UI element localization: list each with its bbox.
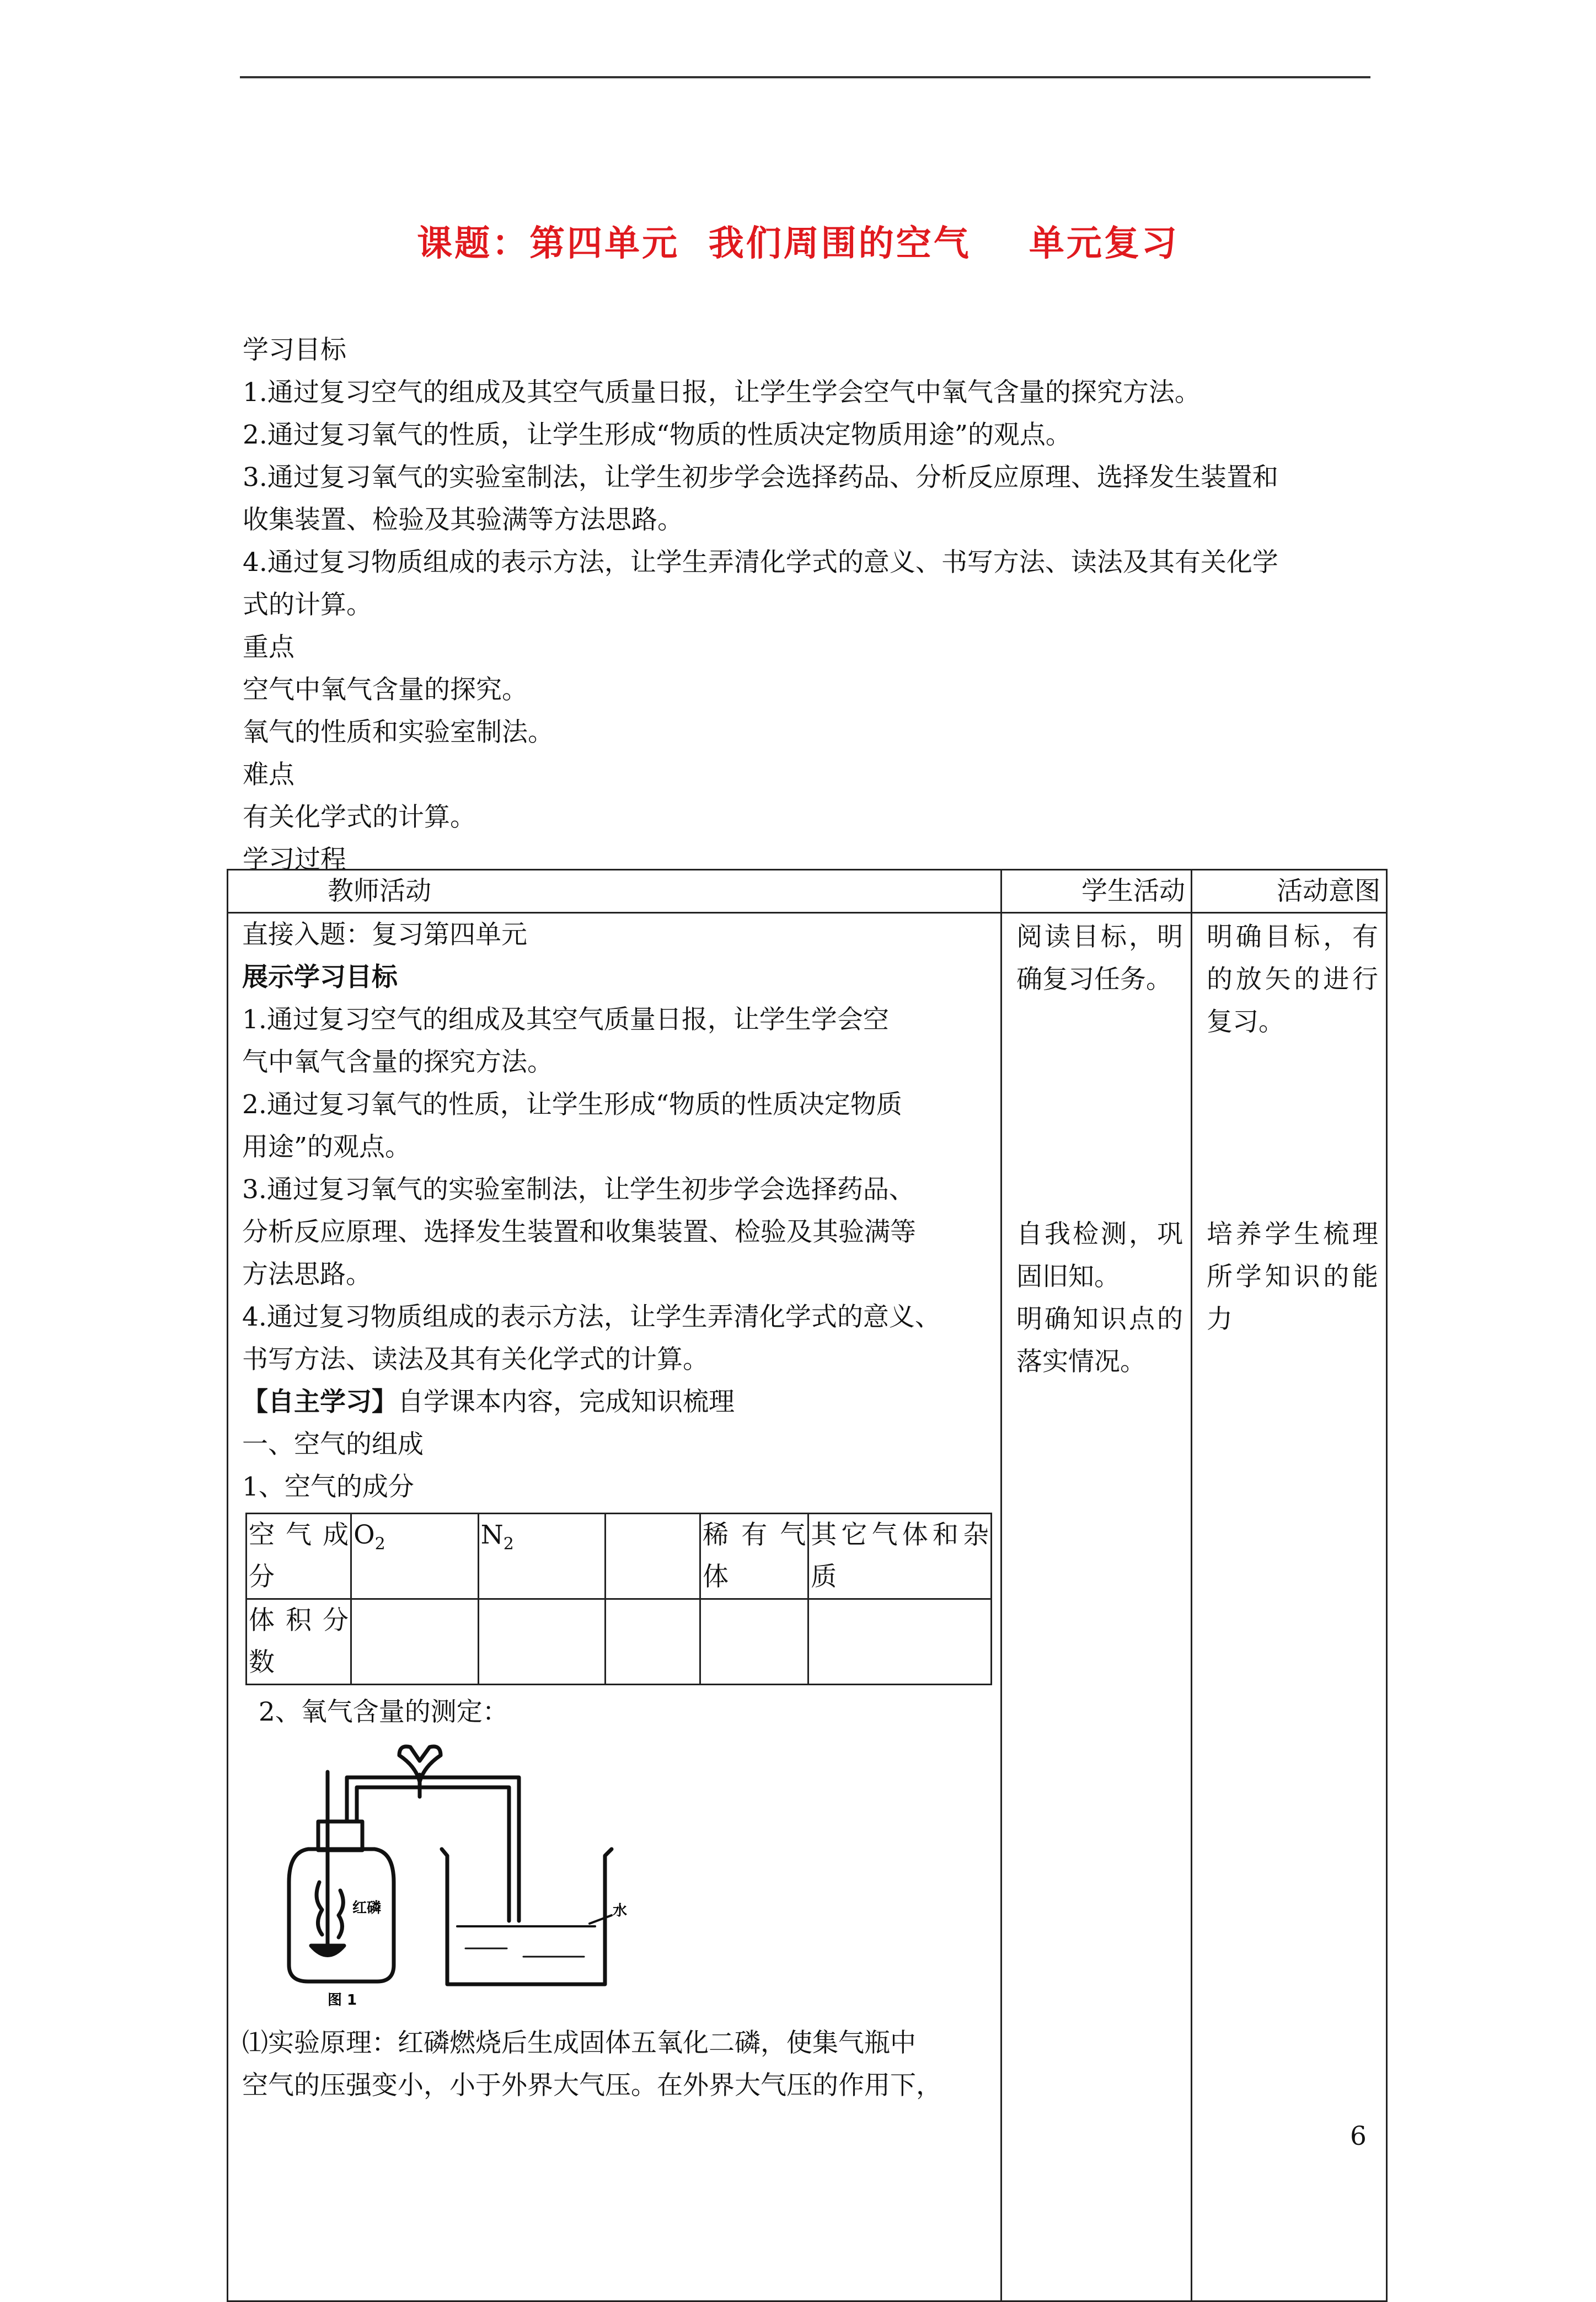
intent-note: 培养学生梳理所学知识的能力	[1207, 1219, 1378, 1334]
oxygen-experiment-figure	[275, 1733, 628, 2009]
student-note: 自我检测，巩固旧知。	[1016, 1219, 1183, 1292]
teacher-line: 方法思路。	[242, 1259, 372, 1290]
intro-line: 4.通过复习物质组成的表示方法，让学生弄清化学式的意义、书写方法、读法及其有关化学	[243, 547, 1278, 578]
intro-heading-key: 重点	[243, 632, 294, 663]
teacher-subheading: 展示学习目标	[242, 962, 398, 992]
student-activity-cell	[1001, 913, 1192, 2301]
intro-line: 3.通过复习氧气的实验室制法，让学生初步学会选择药品、分析反应原理、选择发生装置和	[243, 462, 1278, 493]
col-other: 其它气体和杂质	[808, 1514, 992, 1599]
row-label-volume: 体积分数	[247, 1599, 351, 1685]
header-student: 学生活动	[1001, 870, 1192, 913]
col-n2: $N_2$	[478, 1514, 606, 1599]
intro-line: 收集装置、检验及其验满等方法思路。	[243, 505, 683, 535]
intro-line: 有关化学式的计算。	[243, 802, 476, 832]
intro-heading-process: 学习过程	[243, 845, 346, 875]
figure-caption: 图 1	[328, 1992, 357, 2009]
teacher-line: 用途”的观点。	[242, 1132, 411, 1162]
intent-cell	[1192, 913, 1387, 2301]
subsection-heading: 2、氧气含量的测定：	[242, 1697, 508, 1727]
teacher-line: 自学课本内容，完成知识梳理	[398, 1387, 735, 1417]
row-label-component: 空气成分	[247, 1514, 351, 1599]
intro-line: 1.通过复习空气的组成及其空气质量日报，让学生学会空气中氧气含量的探究方法。	[243, 377, 1201, 408]
teacher-line: ⑴实验原理：红磷燃烧后生成固体五氧化二磷，使集气瓶中	[242, 2028, 916, 2058]
subsection-heading: 1、空气的成分	[242, 1472, 414, 1502]
blank-cell	[478, 1599, 606, 1685]
teacher-line: 3.通过复习氧气的实验室制法，让学生初步学会选择药品、	[242, 1174, 915, 1205]
teacher-line: 2.通过复习氧气的性质，让学生形成“物质的性质决定物质	[242, 1089, 902, 1120]
intro-line: 式的计算。	[243, 590, 372, 620]
page-number: 6	[1350, 2121, 1367, 2151]
teacher-line: 气中氧气含量的探究方法。	[242, 1047, 553, 1077]
lesson-table	[227, 869, 1388, 2302]
header-teacher: 教师活动	[228, 870, 1001, 913]
teacher-line: 1.通过复习空气的组成及其空气质量日报，让学生学会空	[242, 1005, 889, 1035]
col-rare-gas: 稀有气体	[700, 1514, 808, 1599]
col-blank	[606, 1514, 700, 1599]
teacher-line: 4.通过复习物质组成的表示方法，让学生弄清化学式的意义、	[242, 1302, 941, 1332]
col-o2: $O_2$	[351, 1514, 479, 1599]
intent-note: 明确目标，有的放矢的进行复习。	[1207, 922, 1378, 1037]
intro-line: 空气中氧气含量的探究。	[243, 675, 528, 705]
self-study-label: 【自主学习】	[242, 1387, 398, 1417]
header-rule	[240, 76, 1370, 78]
intro-line: 2.通过复习氧气的性质，让学生形成“物质的性质决定物质用途”的观点。	[243, 420, 1072, 450]
header-intent: 活动意图	[1192, 870, 1387, 913]
intro-section	[243, 329, 1373, 881]
intro-line: 氧气的性质和实验室制法。	[243, 717, 554, 747]
blank-cell	[351, 1599, 479, 1685]
blank-cell	[808, 1599, 992, 1685]
intro-heading-difficult: 难点	[243, 760, 294, 790]
student-note: 阅读目标，明确复习任务。	[1016, 922, 1183, 995]
teacher-line: 书写方法、读法及其有关化学式的计算。	[242, 1344, 709, 1375]
label-water: 水	[613, 1903, 628, 1919]
blank-cell	[606, 1599, 700, 1685]
blank-cell	[700, 1599, 808, 1685]
page-title: 课题：第四单元 我们周围的空气 单元复习	[417, 223, 1179, 264]
teacher-line: 分析反应原理、选择发生装置和收集装置、检验及其验满等	[242, 1217, 916, 1247]
teacher-line: 空气的压强变小，小于外界大气压。在外界大气压的作用下，	[242, 2070, 942, 2101]
intro-heading-goals: 学习目标	[243, 335, 346, 365]
label-red-phosphorus: 红磷	[352, 1900, 382, 1916]
section-heading: 一、空气的组成	[242, 1429, 424, 1460]
student-note: 明确知识点的落实情况。	[1016, 1304, 1183, 1377]
teacher-line: 直接入题：复习第四单元	[242, 920, 527, 950]
air-composition-table	[245, 1513, 992, 1685]
teacher-activity-cell	[228, 913, 1001, 2301]
